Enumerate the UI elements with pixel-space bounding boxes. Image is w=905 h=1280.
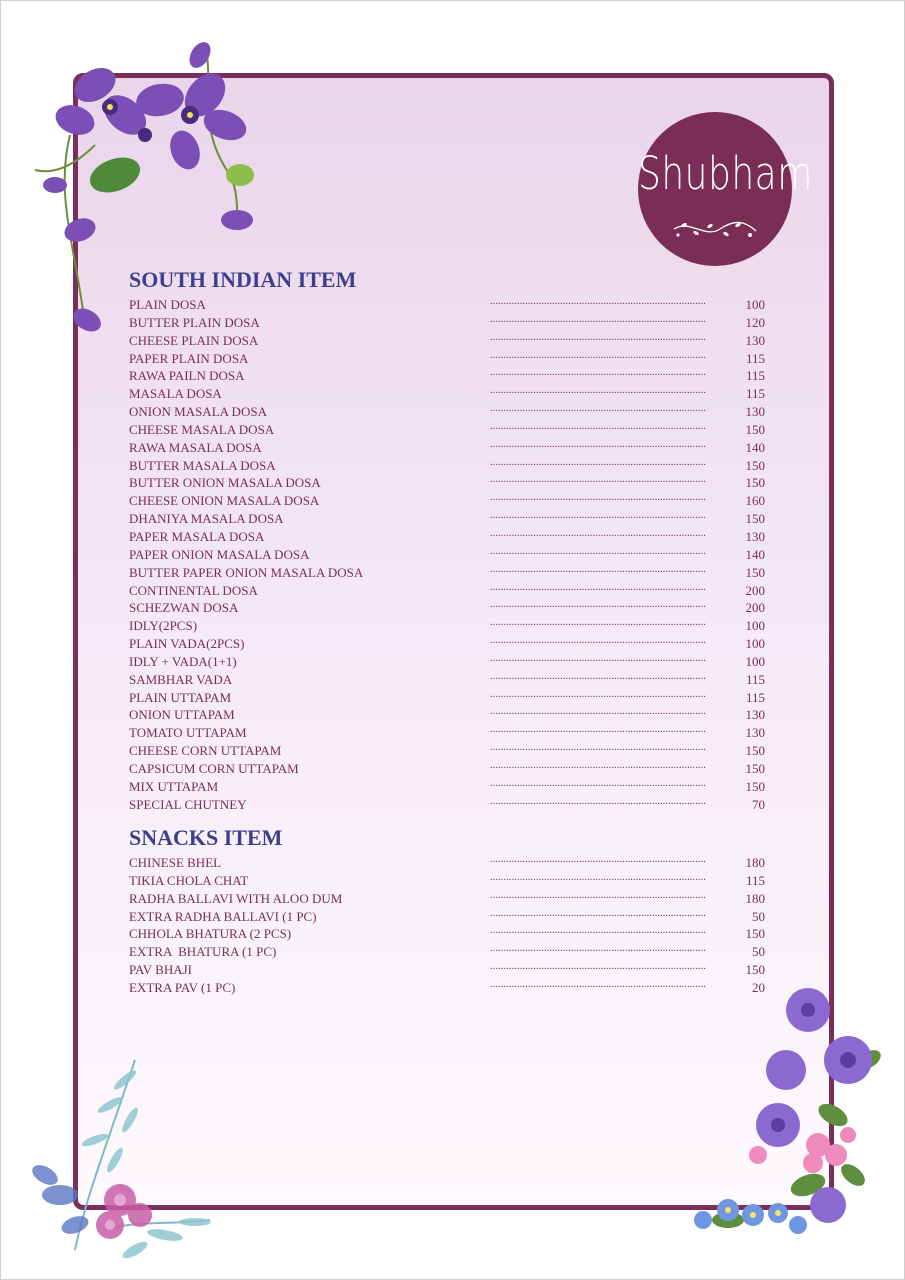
menu-item-price: 150 [745, 926, 765, 942]
menu-item-name: EXTRA RADHA BALLAVI (1 PC) [129, 908, 317, 924]
menu-item [129, 421, 769, 439]
menu-section-snacks [129, 826, 769, 997]
menu-item [129, 314, 769, 332]
menu-item-price: 180 [745, 855, 765, 870]
menu-item-name: IDLY(2PCS) [129, 618, 198, 634]
vine-ornament-icon [670, 215, 760, 243]
menu-item [129, 943, 769, 961]
menu-item-name: EXTRA BHATURA (1 PC) [129, 944, 277, 960]
menu-item-name: IDLY + VADA(1+1) [129, 653, 237, 669]
menu-item [129, 742, 769, 760]
menu-item-price: 150 [745, 743, 765, 759]
menu-item-name: SPECIAL CHUTNEY [129, 796, 247, 812]
dot-leader: ................................................................................ [490, 670, 706, 682]
menu-item-name: BUTTER ONION MASALA DOSA [129, 475, 321, 491]
dot-leader: ................................................................................ [490, 961, 706, 973]
dot-leader: ................................................................................ [490, 907, 706, 919]
menu-item-name: MASALA DOSA [129, 386, 222, 402]
dot-leader: ................................................................................ [490, 652, 706, 664]
menu-item-name: CHEESE MASALA DOSA [129, 421, 275, 437]
menu-item [129, 457, 769, 475]
menu-item-name: PAV BHAJI [129, 962, 192, 978]
menu-item-price: 20 [752, 979, 765, 995]
menu-item-price: 50 [752, 908, 765, 924]
watercolor-floral-icon [15, 1050, 220, 1265]
menu-item-name: EXTRA PAV (1 PC) [129, 979, 236, 995]
menu-item [129, 367, 769, 385]
menu-item-price: 150 [745, 760, 765, 776]
menu-item-price: 130 [745, 725, 765, 741]
menu-item [129, 332, 769, 350]
menu-item-name: ONION MASALA DOSA [129, 404, 267, 420]
menu-item-name: TIKIA CHOLA CHAT [129, 872, 249, 888]
menu-item-price: 115 [745, 386, 765, 402]
menu-item-name: CAPSICUM CORN UTTAPAM [129, 760, 299, 776]
menu-item [129, 582, 769, 600]
dot-leader: ................................................................................ [490, 545, 706, 557]
dot-leader: ................................................................................ [490, 742, 706, 754]
dot-leader: ................................................................................ [490, 795, 706, 807]
menu-item-name: CHHOLA BHATURA (2 PCS) [129, 926, 292, 942]
menu-item-price: 50 [752, 944, 765, 960]
dot-leader: ................................................................................ [490, 706, 706, 718]
menu-item [129, 979, 769, 997]
menu-item [129, 403, 769, 421]
dot-leader: ................................................................................ [490, 581, 706, 593]
menu-item-name: PLAIN UTTAPAM [129, 689, 232, 705]
menu-item-price: 150 [745, 564, 765, 580]
menu-item-name: RAWA PAILN DOSA [129, 368, 245, 384]
dot-leader: ................................................................................ [490, 527, 706, 539]
menu-item-price: 100 [745, 297, 765, 312]
menu-item [129, 599, 769, 617]
menu-list [129, 296, 769, 813]
menu-item-price: 200 [745, 600, 765, 616]
brand-logo [638, 112, 813, 266]
dot-leader: ................................................................................ [490, 889, 706, 901]
menu-item-name: PAPER PLAIN DOSA [129, 350, 249, 366]
menu-item [129, 796, 769, 814]
menu-item-name: BUTTER PAPER ONION MASALA DOSA [129, 564, 364, 580]
menu-item [129, 617, 769, 635]
menu-item-price: 200 [745, 582, 765, 598]
dot-leader: ................................................................................ [490, 474, 706, 486]
menu-item-name: DHANIYA MASALA DOSA [129, 511, 284, 527]
dot-leader: ................................................................................ [490, 492, 706, 504]
dot-leader: ................................................................................ [490, 777, 706, 789]
menu-item [129, 546, 769, 564]
menu-item [129, 760, 769, 778]
dot-leader: ................................................................................ [490, 420, 706, 432]
menu-item-name: SAMBHAR VADA [129, 671, 233, 687]
flower-bouquet-icon [668, 985, 890, 1265]
dot-leader: ................................................................................ [490, 510, 706, 522]
menu-item-name: BUTTER PLAIN DOSA [129, 314, 260, 330]
menu-item-price: 180 [745, 890, 765, 906]
menu-item-price: 140 [745, 546, 765, 562]
menu-item-name: CHEESE ONION MASALA DOSA [129, 493, 320, 509]
menu-item-price: 150 [745, 778, 765, 794]
menu-item-price: 130 [745, 528, 765, 544]
menu-item [129, 510, 769, 528]
menu-item-name: PLAIN DOSA [129, 297, 206, 312]
menu-item-price: 150 [745, 457, 765, 473]
menu-item-price: 160 [745, 493, 765, 509]
dot-leader: ................................................................................ [490, 438, 706, 450]
menu-section-south-indian [129, 268, 769, 813]
menu-item-name: PAPER ONION MASALA DOSA [129, 546, 310, 562]
menu-item [129, 925, 769, 943]
dot-leader: ................................................................................ [490, 978, 706, 990]
dot-leader: ................................................................................ [490, 403, 706, 415]
menu-item-name: RADHA BALLAVI WITH ALOO DUM [129, 890, 343, 906]
menu-item [129, 564, 769, 582]
menu-item-name: MIX UTTAPAM [129, 778, 219, 794]
menu-item-price: 100 [745, 636, 765, 652]
dot-leader: ................................................................................ [490, 385, 706, 397]
menu-item-price: 130 [745, 404, 765, 420]
menu-item [129, 439, 769, 457]
menu-item-name: PAPER MASALA DOSA [129, 528, 265, 544]
menu-item [129, 961, 769, 979]
menu-item-name: ONION UTTAPAM [129, 707, 235, 723]
menu-item-price: 100 [745, 618, 765, 634]
menu-item [129, 908, 769, 926]
menu-item [129, 854, 769, 872]
menu-item-price: 140 [745, 439, 765, 455]
menu-item-name: SCHEZWAN DOSA [129, 600, 239, 616]
menu-item-name: PLAIN VADA(2PCS) [129, 636, 245, 652]
menu-item-price: 70 [752, 796, 765, 812]
brand-name: Shubham [638, 148, 813, 201]
menu-item-price: 115 [745, 689, 765, 705]
menu-item-name: RAWA MASALA DOSA [129, 439, 262, 455]
menu-item-name: CONTINENTAL DOSA [129, 582, 258, 598]
dot-leader: ................................................................................ [490, 925, 706, 937]
dot-leader: ................................................................................ [490, 296, 706, 307]
section-title: SNACKS ITEM [129, 825, 283, 850]
menu-item-price: 115 [745, 368, 765, 384]
menu-item [129, 528, 769, 546]
dot-leader: ................................................................................ [490, 854, 706, 865]
menu-item-name: CHINESE BHEL [129, 855, 222, 870]
menu-item-price: 130 [745, 332, 765, 348]
menu-item-name: CHEESE PLAIN DOSA [129, 332, 259, 348]
menu-item [129, 724, 769, 742]
menu-item-name: TOMATO UTTAPAM [129, 725, 247, 741]
dot-leader: ................................................................................ [490, 688, 706, 700]
menu-list [129, 854, 769, 997]
menu-item-price: 120 [745, 314, 765, 330]
menu-item [129, 653, 769, 671]
menu-item [129, 635, 769, 653]
menu-item [129, 890, 769, 908]
dot-leader: ................................................................................ [490, 943, 706, 955]
menu-item-price: 150 [745, 962, 765, 978]
menu-item-price: 150 [745, 475, 765, 491]
menu-item [129, 689, 769, 707]
menu-item [129, 706, 769, 724]
dot-leader: ................................................................................ [490, 617, 706, 629]
menu-item-price: 115 [745, 872, 765, 888]
dot-leader: ................................................................................ [490, 759, 706, 771]
menu-item-price: 100 [745, 653, 765, 669]
menu-item [129, 474, 769, 492]
dot-leader: ................................................................................ [490, 367, 706, 379]
dot-leader: ................................................................................ [490, 313, 706, 325]
section-title: SOUTH INDIAN ITEM [129, 267, 357, 292]
dot-leader: ................................................................................ [490, 599, 706, 611]
dot-leader: ................................................................................ [490, 456, 706, 468]
menu-item [129, 385, 769, 403]
dot-leader: ................................................................................ [490, 563, 706, 575]
menu-item [129, 296, 769, 314]
menu-item-name: CHEESE CORN UTTAPAM [129, 743, 282, 759]
dot-leader: ................................................................................ [490, 871, 706, 883]
menu-item-price: 115 [745, 671, 765, 687]
menu-item-price: 115 [745, 350, 765, 366]
menu-item [129, 778, 769, 796]
dot-leader: ................................................................................ [490, 349, 706, 361]
menu-item-name: BUTTER MASALA DOSA [129, 457, 276, 473]
menu-item [129, 492, 769, 510]
dot-leader: ................................................................................ [490, 331, 706, 343]
menu-item-price: 130 [745, 707, 765, 723]
menu-item [129, 350, 769, 368]
menu-item-price: 150 [745, 421, 765, 437]
menu-item [129, 671, 769, 689]
dot-leader: ................................................................................ [490, 635, 706, 647]
menu-item-price: 150 [745, 511, 765, 527]
dot-leader: ................................................................................ [490, 724, 706, 736]
menu-item [129, 872, 769, 890]
